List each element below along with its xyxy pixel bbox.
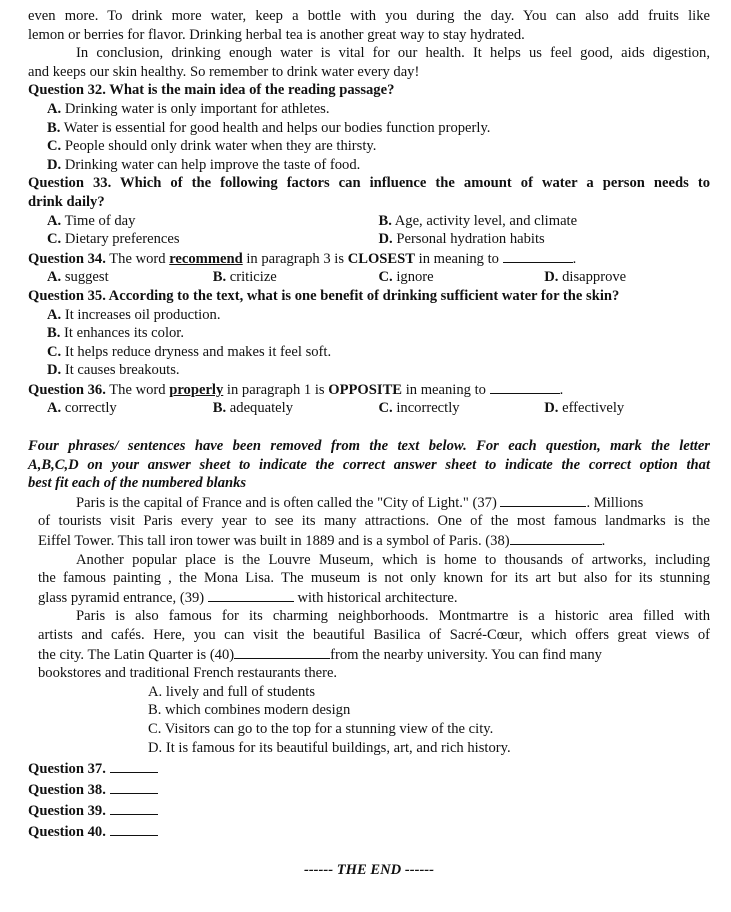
the-end-marker: ------ THE END ------ bbox=[303, 862, 435, 879]
option-a[interactable]: A. Time of day bbox=[47, 212, 136, 229]
passage-line: even more. To drink more water, keep a bottle with you during the day. You can also add fruits like bbox=[28, 8, 710, 24]
answer-39: Question 39. bbox=[28, 801, 710, 821]
choice-c[interactable]: C. Visitors can go to the top for a stunning view of the city. bbox=[148, 720, 494, 737]
choice-d[interactable]: D. It is famous for its beautiful buildings, art, and rich history. bbox=[148, 739, 511, 756]
answer-blank[interactable] bbox=[110, 780, 158, 794]
option-c[interactable]: C. ignore bbox=[378, 269, 434, 286]
paris-passage bbox=[28, 493, 710, 683]
option-a[interactable]: A. It increases oil production. bbox=[47, 306, 221, 323]
answer-blank[interactable] bbox=[490, 380, 560, 394]
option-d[interactable]: D. Drinking water can help improve the taste of food. bbox=[47, 156, 361, 173]
option-b[interactable]: B. Water is essential for good health and helps our bodies function properly. bbox=[47, 119, 491, 136]
passage-line: lemon or berries for flavor. Drinking herbal tea is another great way to stay hydrated. bbox=[28, 26, 525, 43]
option-c[interactable]: C. It helps reduce dryness and makes it feel soft. bbox=[47, 343, 332, 360]
choice-list bbox=[28, 683, 710, 757]
option-d[interactable]: D. It causes breakouts. bbox=[47, 362, 180, 379]
question-title: Question 35. According to the text, what is one benefit of drinking sufficient water for the skin? bbox=[28, 287, 620, 304]
passage-line: glass pyramid entrance, (39) with historical architecture. bbox=[38, 589, 458, 606]
passage-line: Eiffel Tower. This tall iron tower was built in 1889 and is a symbol of Paris. (38) . bbox=[38, 533, 606, 550]
choice-b[interactable]: B. which combines modern design bbox=[148, 702, 351, 719]
passage-line: bookstores and traditional French restaurants there. bbox=[38, 665, 338, 682]
option-b[interactable]: B. adequately bbox=[212, 400, 293, 417]
choice-a[interactable]: A. lively and full of students bbox=[148, 683, 315, 700]
blank-38[interactable] bbox=[510, 531, 602, 545]
question-33 bbox=[28, 174, 710, 248]
option-d[interactable]: D. Personal hydration habits bbox=[378, 231, 545, 248]
section-instructions: Four phrases/ sentences have been removed from the text below. For each question, mark the letter A,B,C,D on your answer sheet to indicate the correct answer sheet to indicate the correct option that best fit each of the numbered blanks bbox=[28, 438, 710, 492]
option-b[interactable]: B. Age, activity level, and climate bbox=[378, 212, 578, 229]
option-d[interactable]: D. disapprove bbox=[544, 269, 627, 286]
question-35 bbox=[28, 287, 710, 380]
answer-lines bbox=[28, 759, 710, 842]
passage-line: artists and cafés. Here, you can visit the beautiful Basilica of Sacré-Cœur, which offers great views of bbox=[38, 627, 710, 643]
option-a[interactable]: A. Drinking water is only important for athletes. bbox=[47, 100, 330, 117]
question-title: Question 34. The word recommend in paragraph 3 is CLOSEST in meaning to . bbox=[28, 250, 577, 267]
passage-line: the city. The Latin Quarter is (40) from the nearby university. You can find many bbox=[38, 646, 602, 663]
option-b[interactable]: B. It enhances its color. bbox=[47, 325, 184, 342]
option-c[interactable]: C. Dietary preferences bbox=[47, 231, 180, 248]
passage-line: of tourists visit Paris every year to see its many attractions. One of the most famous landmarks is the bbox=[38, 513, 710, 530]
answer-40: Question 40. bbox=[28, 822, 710, 842]
option-b[interactable]: B. criticize bbox=[212, 269, 277, 286]
passage-line: Another popular place is the Louvre Museum, which is home to thousands of artworks, including bbox=[76, 551, 710, 568]
blank-39[interactable] bbox=[208, 588, 294, 602]
answer-blank[interactable] bbox=[503, 249, 573, 263]
option-a[interactable]: A. correctly bbox=[47, 400, 117, 417]
reading-passage-end bbox=[28, 7, 710, 81]
question-title: Question 36. The word properly in paragraph 1 is OPPOSITE in meaning to . bbox=[28, 381, 564, 398]
answer-37: Question 37. bbox=[28, 759, 710, 779]
question-title: Question 32. What is the main idea of the reading passage? bbox=[28, 82, 395, 99]
passage-line: Paris is the capital of France and is often called the "City of Light." (37) . Millions bbox=[76, 494, 644, 511]
question-title: Question 33. Which of the following factors can influence the amount of water a person needs to bbox=[28, 175, 710, 192]
passage-line: Paris is also famous for its charming neighborhoods. Montmartre is a historic area filled with bbox=[76, 608, 710, 625]
answer-38: Question 38. bbox=[28, 780, 710, 800]
question-title-cont: drink daily? bbox=[28, 193, 105, 210]
blank-40[interactable] bbox=[234, 645, 330, 659]
option-d[interactable]: D. effectively bbox=[544, 400, 625, 417]
answer-blank[interactable] bbox=[110, 822, 158, 836]
passage-conclusion: In conclusion, drinking enough water is vital for our health. It helps us feel good, aids digestion, bbox=[76, 45, 710, 62]
question-32 bbox=[28, 81, 710, 174]
option-c[interactable]: C. People should only drink water when they are thirsty. bbox=[47, 138, 377, 155]
answer-blank[interactable] bbox=[110, 759, 158, 773]
passage-line: the famous painting , the Mona Lisa. The museum is not only known for its art but also for its stunning bbox=[38, 570, 710, 587]
question-36 bbox=[28, 380, 710, 418]
answer-blank[interactable] bbox=[110, 801, 158, 815]
passage-line: and keeps our skin healthy. So remember to drink water every day! bbox=[28, 63, 420, 80]
exam-page bbox=[28, 7, 710, 880]
blank-37[interactable] bbox=[500, 493, 586, 507]
question-34 bbox=[28, 249, 710, 287]
option-a[interactable]: A. suggest bbox=[47, 269, 109, 286]
option-c[interactable]: C. incorrectly bbox=[378, 400, 460, 417]
